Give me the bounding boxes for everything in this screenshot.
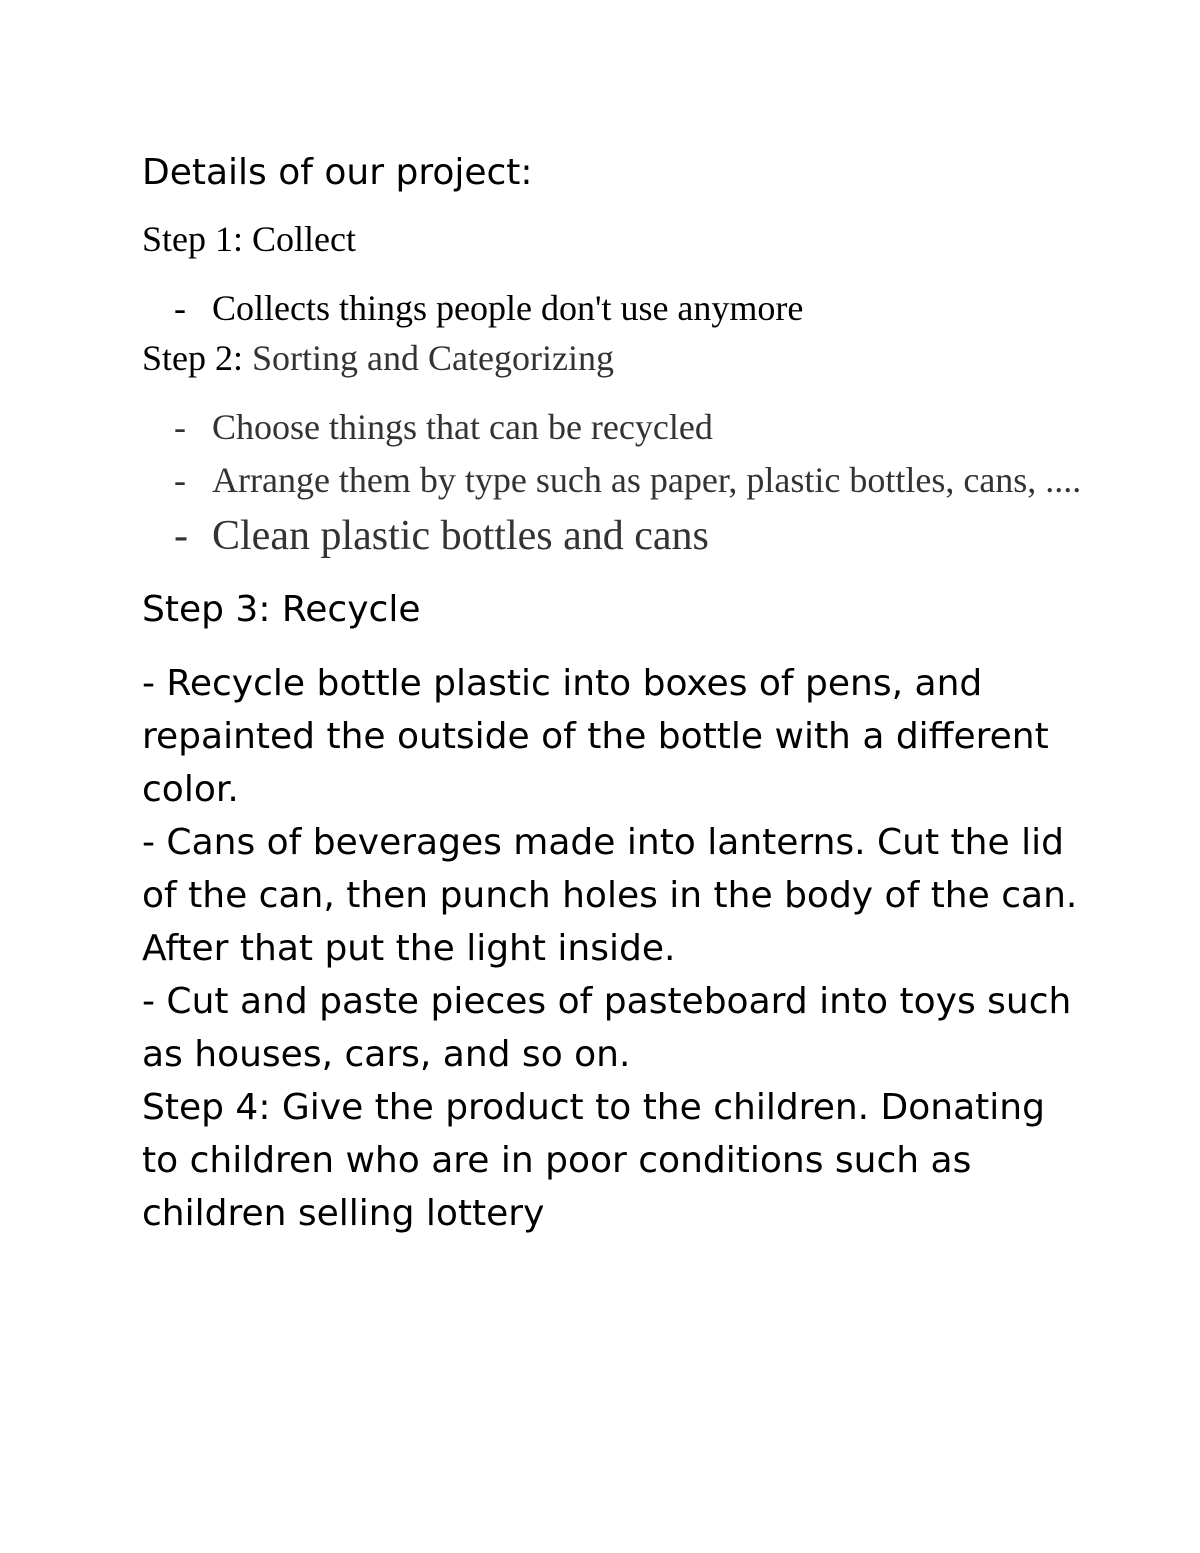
- step3-title: Step 3: Recycle: [142, 589, 421, 630]
- dash-marker: -: [174, 407, 186, 447]
- dash-marker: -: [174, 513, 188, 559]
- list-item: [142, 507, 1082, 565]
- step1-list: [142, 282, 1082, 335]
- document-content: [142, 150, 1082, 1240]
- list-item-text: Choose things that can be recycled: [212, 407, 713, 447]
- list-item-text: Arrange them by type such as paper, plastic bottles, cans, ....: [212, 460, 1082, 500]
- step2-title: [142, 335, 1082, 381]
- step3-paragraph: - Cut and paste pieces of pasteboard into toys such as houses, cars, and so on.: [142, 981, 1072, 1075]
- list-item-text: Clean plastic bottles and cans: [212, 513, 709, 559]
- step2-label: Step 2:: [142, 338, 244, 378]
- step1-title: Step 1: Collect: [142, 219, 356, 259]
- step2-list: [142, 401, 1082, 565]
- step3-paragraph: - Cans of beverages made into lanterns. Cut the lid of the can, then punch holes in the body of the can. After that put the light inside.: [142, 822, 1078, 969]
- dash-marker: -: [174, 460, 186, 500]
- list-item: [142, 282, 1082, 335]
- dash-marker: -: [174, 288, 186, 328]
- step3-paragraph: - Recycle bottle plastic into boxes of pens, and repainted the outside of the bottle with a different color.: [142, 663, 1049, 810]
- list-item: [142, 401, 1082, 454]
- list-item: [142, 454, 1082, 507]
- step2-title-rest: Sorting and Categorizing: [243, 338, 614, 378]
- document-heading: Details of our project:: [142, 152, 533, 193]
- list-item-text: Collects things people don't use anymore: [212, 288, 804, 328]
- step4-text: Step 4: Give the product to the children. Donating to children who are in poor conditions such as children selling lottery: [142, 1087, 1045, 1234]
